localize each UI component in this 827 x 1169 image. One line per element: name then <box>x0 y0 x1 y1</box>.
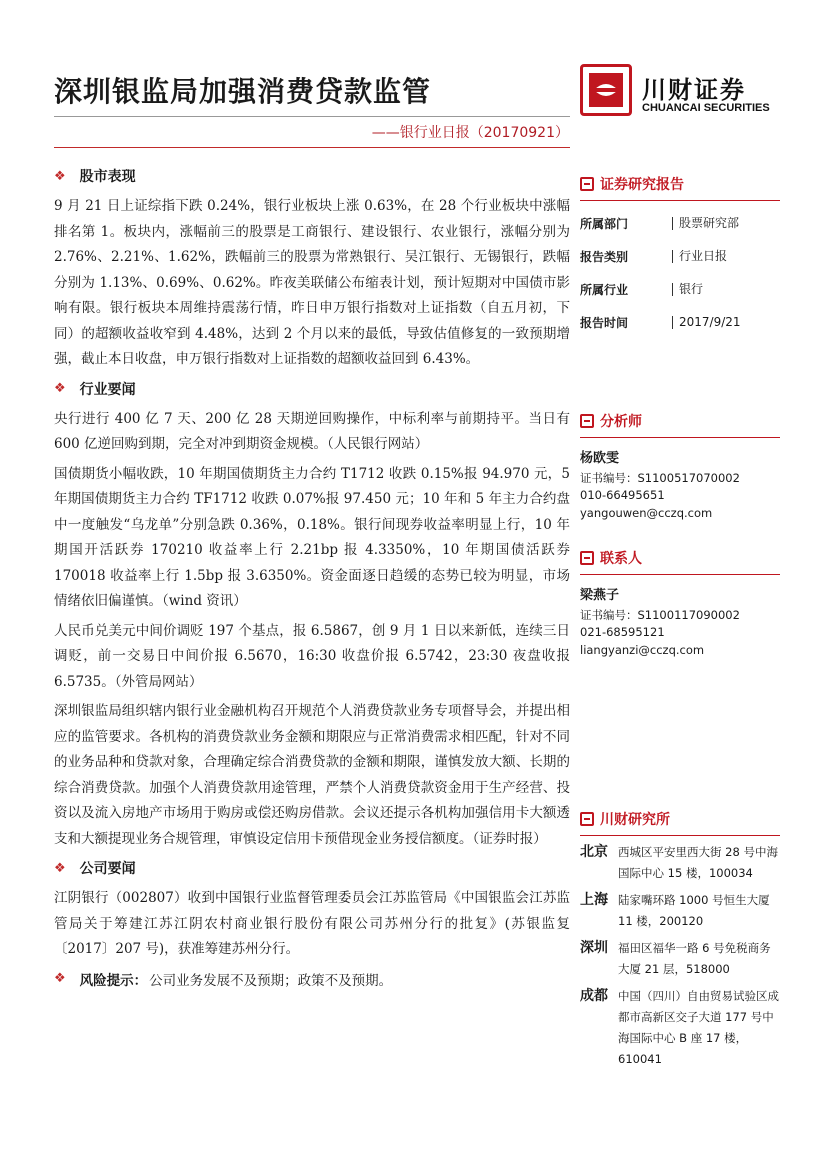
logo-english: CHUANCAI SECURITIES <box>642 102 770 114</box>
contact-phone: 021-68595121 <box>580 625 665 639</box>
contact-cert: 证书编号：S1100117090002 <box>580 607 740 622</box>
section-industry-heading: ❖ 行业要闻 <box>54 381 136 398</box>
meta-row-type: 报告类别 行业日报 <box>580 249 728 264</box>
report-icon <box>580 177 594 191</box>
office-item: 上海 陆家嘴环路 1000 号恒生大厦 11 楼，200120 <box>580 892 770 928</box>
bullet-diamond-icon: ❖ <box>54 168 66 184</box>
meta-row-date: 报告时间 2017/9/21 <box>580 315 741 330</box>
logo-mark-icon <box>580 64 632 116</box>
meta-row-department: 所属部门 股票研究部 <box>580 216 740 231</box>
subtitle-rule <box>54 147 570 148</box>
analyst-icon <box>580 414 594 428</box>
title-rule <box>54 116 570 117</box>
meta-row-industry: 所属行业 银行 <box>580 282 704 297</box>
analyst-heading: 分析师 <box>580 411 780 438</box>
risk-label: 风险提示： <box>79 972 148 989</box>
industry-paragraph: 央行进行 400 亿 7 天、200 亿 28 天期逆回购操作，中标利率与前期持平。当日有 600 亿逆回购到期，完全对冲到期资金规模。（人民银行网站） <box>54 410 570 452</box>
risk-text: 公司业务发展不及预期；政策不及预期。 <box>149 972 393 989</box>
report-subtitle: ——银行业日报（20170921） <box>371 125 569 141</box>
industry-paragraph: 深圳银监局组织辖内银行业金融机构召开规范个人消费贷款业务专项督导会，并提出相应的监管要求。各机构的消费贷款业务金额和期限应与正常消费需求相匹配，针对不同的业务品种和贷款对象，合理确定综合消费贷款的金额和期限，谨慎发放大额、长期的综合消费贷款。加强个人消费贷款用途管理，严禁个人消费贷款资金用于生产经营、投资以及流入房地产市场用于购房或偿还购房借款。会议还提示各机构加强信用卡大额透支和大额提现业务合规管理，审慎设定信用卡预借现金业务授信额度。（证券时报） <box>54 703 570 847</box>
analyst-name: 杨欧雯 <box>580 451 620 466</box>
analyst-email[interactable]: yangouwen@cczq.com <box>580 505 713 520</box>
company-paragraph: 江阴银行（002807）收到中国银行业监督管理委员会江苏监管局《中国银监会江苏监管局关于筹建江苏江阴农村商业银行股份有限公司苏州分行的批复》(苏银监复〔2017〕207 号)，获准筹建苏州分行。 <box>54 890 570 957</box>
industry-paragraph: 国债期货小幅收跌，10 年期国债期货主力合约 T1712 收跌 0.15%报 94.970 元，5 年期国债期货主力合约 TF1712 收跌 0.07%报 97.450 元；10 年和 5 年主力合约盘中一度触发“乌龙单”分别急跌 0.36%，0.18%。银行间现券收益率明显上行，10 年期国开活跃券 170210 收益率上行 2.21bp 报 4.3350%，10 年期国债活跃券 170018 收益率上行 1.5bp 报 3.6350%。资金面逐日趋缓的态势已较为明显，市场情绪依旧偏谨慎。（wind 资讯） <box>54 465 570 609</box>
industry-paragraph: 人民币兑美元中间价调贬 197 个基点，报 6.5867，创 9 月 1 日以来新低，连续三日调贬，前一交易日中间价报 6.5670，16:30 收盘价报 6.5742，23:30 夜盘收报 6.5735。（外管局网站） <box>54 622 570 690</box>
page-title: 深圳银监局加强消费贷款监管 <box>54 75 432 108</box>
institute-heading: 川财研究所 <box>580 809 780 836</box>
risk-notice <box>54 969 570 989</box>
analyst-phone: 010-66495651 <box>580 488 665 502</box>
contact-email[interactable]: liangyanzi@cczq.com <box>580 642 705 657</box>
office-item: 成都 中国（四川）自由贸易试验区成都市高新区交子大道 177 号中海国际中心 B 座 17 楼，610041 <box>580 988 779 1066</box>
office-list <box>580 842 780 1070</box>
analyst-card <box>580 450 780 522</box>
bullet-diamond-icon: ❖ <box>54 381 66 396</box>
section-market-heading: ❖ 股市表现 <box>54 168 136 185</box>
section-company-heading: ❖ 公司要闻 <box>54 860 136 877</box>
sidebar <box>580 174 780 1070</box>
bullet-diamond-icon: ❖ <box>54 860 66 876</box>
office-item: 北京 西城区平安里西大街 28 号中海国际中心 15 楼，100034 <box>580 844 778 880</box>
contact-name: 梁燕子 <box>580 588 620 603</box>
contact-icon <box>580 551 594 565</box>
institute-icon <box>580 812 594 826</box>
main-content <box>54 160 570 989</box>
contact-card <box>580 587 780 659</box>
office-item: 深圳 福田区福华一路 6 号免税商务大厦 21 层，518000 <box>580 940 771 976</box>
report-info-heading: 证券研究报告 <box>580 174 780 201</box>
bullet-diamond-icon: ❖ <box>54 971 66 986</box>
company-logo <box>580 64 780 120</box>
analyst-cert: 证书编号：S1100517070002 <box>580 470 740 485</box>
logo-name: 川财证券 <box>642 76 746 104</box>
contact-heading: 联系人 <box>580 548 780 575</box>
market-paragraph: 9 月 21 日上证综指下跌 0.24%，银行业板块上涨 0.63%，在 28 个行业板块中涨幅排名第 1。板块内，涨幅前三的股票是工商银行、建设银行、农业银行，涨幅分别为 2.76%、2.21%、1.62%，跌幅前三的股票为常熟银行、吴江银行、无锡银行，跌幅分别为 1.13%、0.69%、0.62%。昨夜美联储公布缩表计划，预计短期对中国债市影响有限。银行板块本周维持震荡行情，昨日申万银行指数对上证指数（自五月初，下同）的超额收益收窄到 4.48%，达到 2 个月以来的最低，导致估值修复的一致预期增强，截止本日收盘，申万银行指数对上证指数的超额收益回到 6.43%。 <box>54 198 570 367</box>
